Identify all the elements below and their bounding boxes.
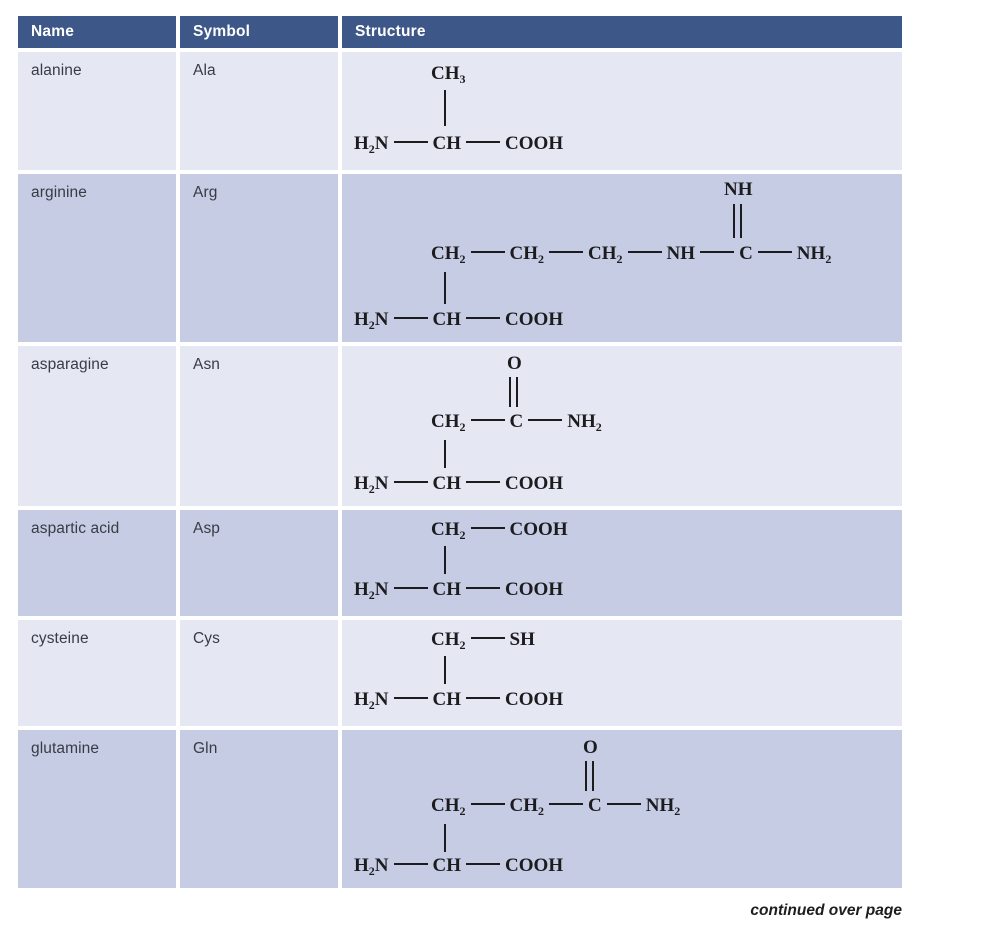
amino-acid-name: asparagine (18, 346, 176, 506)
formula-line: $H_2N$ CH COOH (354, 133, 564, 156)
vertical-bond (444, 272, 446, 304)
single-bond (700, 251, 734, 253)
vertical-bond (444, 546, 446, 574)
single-bond (466, 697, 500, 699)
amino-acid-symbol: Arg (180, 174, 338, 342)
single-bond (549, 251, 583, 253)
single-bond (471, 419, 505, 421)
structure-diagram (342, 620, 902, 726)
amino-acid-symbol: Asp (180, 510, 338, 616)
amino-acid-symbol: Ala (180, 52, 338, 170)
structure-diagram (342, 174, 902, 342)
amino-acid-name: cysteine (18, 620, 176, 726)
vertical-bond (444, 656, 446, 684)
single-bond (471, 251, 505, 253)
single-bond (628, 251, 662, 253)
single-bond (471, 527, 505, 529)
single-bond (528, 419, 562, 421)
formula-line: $CH_2$ C $NH_2$ (431, 411, 602, 434)
single-bond (471, 637, 505, 639)
double-bond (509, 377, 518, 407)
double-bond (585, 761, 594, 791)
formula-line: $H_2N$ CH COOH (354, 473, 564, 496)
single-bond (607, 803, 641, 805)
column-header-structure: Structure (342, 16, 902, 48)
amino-acid-symbol: Gln (180, 730, 338, 888)
vertical-bond (444, 90, 446, 126)
structure-diagram (342, 346, 902, 506)
formula-line: O (507, 353, 522, 374)
formula-line: $CH_2$ $CH_2$ C $NH_2$ (431, 795, 681, 818)
formula-line: $CH_3$ (431, 63, 466, 86)
formula-line: $CH_2$ SH (431, 629, 535, 652)
formula-line: $CH_2$ $CH_2$ $CH_2$ NH C $NH_2$ (431, 243, 832, 266)
formula-line: $CH_2$ COOH (431, 519, 568, 542)
single-bond (549, 803, 583, 805)
single-bond (466, 141, 500, 143)
single-bond (394, 141, 428, 143)
formula-line: O (583, 737, 598, 758)
structure-diagram (342, 730, 902, 888)
column-header-name: Name (18, 16, 176, 48)
structure-diagram (342, 52, 902, 170)
single-bond (394, 697, 428, 699)
amino-acid-name: alanine (18, 52, 176, 170)
formula-line: $H_2N$ CH COOH (354, 309, 564, 332)
formula-line: NH (724, 179, 753, 200)
amino-acid-name: arginine (18, 174, 176, 342)
vertical-bond (444, 440, 446, 468)
single-bond (758, 251, 792, 253)
amino-acid-name: glutamine (18, 730, 176, 888)
vertical-bond (444, 824, 446, 852)
column-header-symbol: Symbol (180, 16, 338, 48)
single-bond (394, 317, 428, 319)
single-bond (466, 587, 500, 589)
single-bond (394, 481, 428, 483)
single-bond (466, 481, 500, 483)
amino-acid-symbol: Asn (180, 346, 338, 506)
formula-line: $H_2N$ CH COOH (354, 579, 564, 602)
single-bond (471, 803, 505, 805)
single-bond (466, 317, 500, 319)
single-bond (466, 863, 500, 865)
structure-diagram (342, 510, 902, 616)
amino-acid-name: aspartic acid (18, 510, 176, 616)
double-bond (733, 204, 742, 238)
amino-acid-symbol: Cys (180, 620, 338, 726)
single-bond (394, 863, 428, 865)
amino-acid-table (18, 16, 902, 888)
continued-note: continued over page (750, 902, 902, 919)
single-bond (394, 587, 428, 589)
formula-line: $H_2N$ CH COOH (354, 855, 564, 878)
formula-line: $H_2N$ CH COOH (354, 689, 564, 712)
